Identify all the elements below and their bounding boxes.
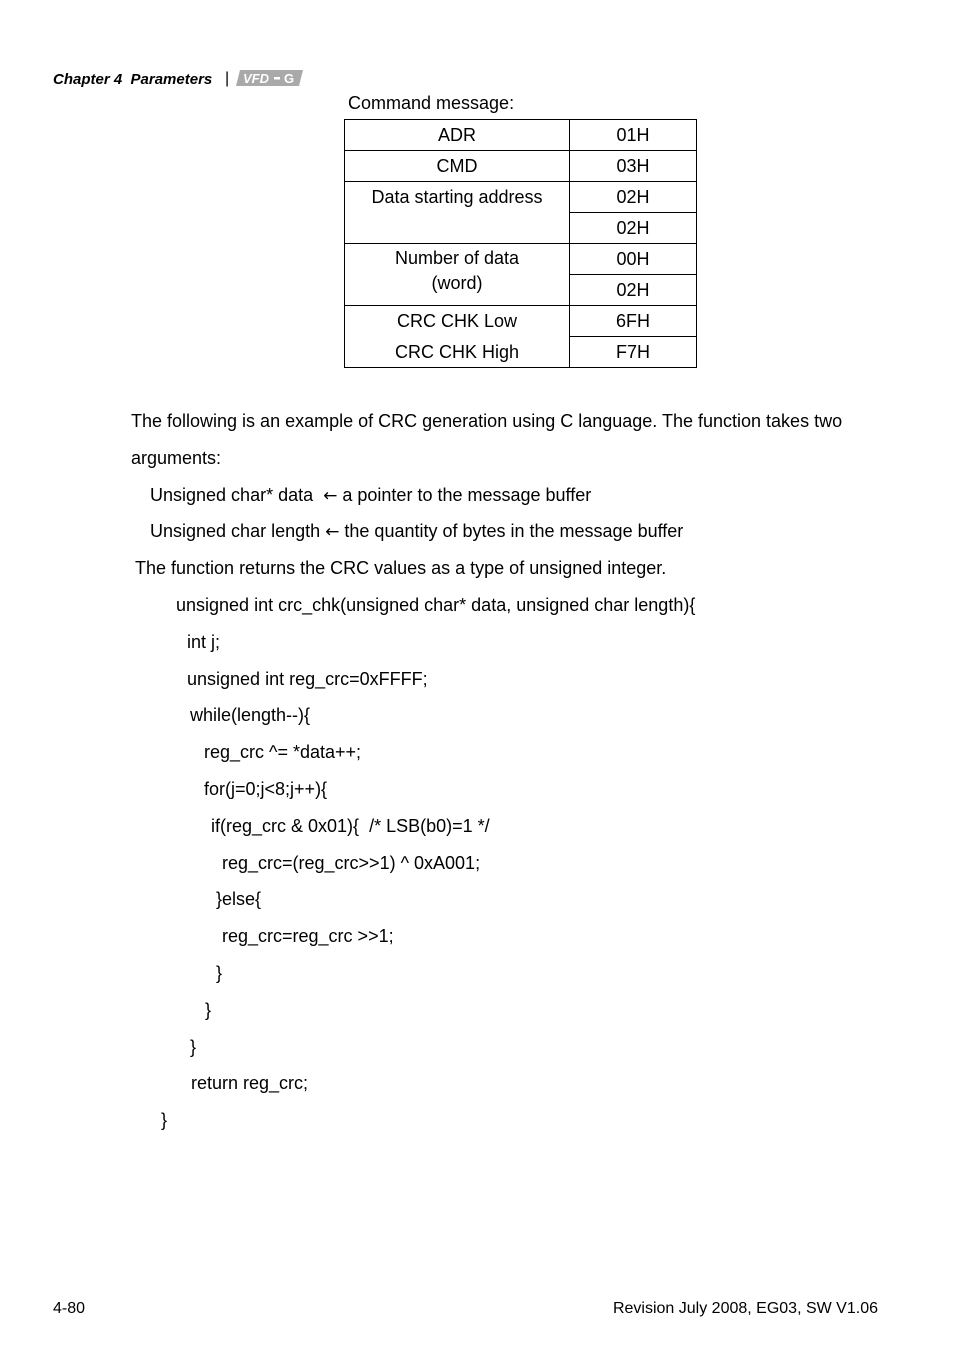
number-of-data-line1: Number of data [394,248,520,268]
argument-length-desc: the quantity of bytes in the message buffer [344,521,684,541]
table-row [345,306,697,337]
chapter-header: Chapter 4 Parameters [53,71,213,88]
code-line: } [216,963,223,983]
argument-length-name: Unsigned char length [150,521,321,541]
left-arrow-icon: ← [323,486,338,506]
row-label-adr: ADR [345,120,570,151]
row-value-adr: 01H [570,120,697,151]
argument-data [150,485,591,506]
argument-data-name: Unsigned char* data [150,485,314,505]
code-line: } [161,1110,168,1130]
left-arrow-icon: ← [325,522,340,542]
code-line: reg_crc=(reg_crc>>1) ^ 0xA001; [222,853,481,873]
row-value-data-address-lo: 02H [570,213,697,244]
svg-text:VFD: VFD [243,71,269,86]
code-line: for(j=0;j<8;j++){ [204,779,328,799]
row-label-crc-low: CRC CHK Low [345,306,570,337]
row-value-data-address-hi: 02H [570,182,697,213]
command-message-table [344,119,697,368]
code-line: } [190,1037,197,1057]
code-line: }else{ [216,889,262,909]
code-line: if(reg_crc & 0x01){ /* LSB(b0)=1 */ [211,816,490,836]
table-row [345,337,697,368]
row-value-crc-low: 6FH [570,306,697,337]
code-line: while(length--){ [190,705,311,725]
number-of-data-line2: (word) [431,273,483,293]
row-value-crc-high: F7H [570,337,697,368]
svg-text:G: G [284,71,295,86]
row-value-number-of-data-hi: 00H [570,244,697,275]
code-line: reg_crc ^= *data++; [204,742,362,762]
intro-text-line2: arguments: [131,448,222,468]
code-line: int j; [187,632,221,652]
code-line: unsigned int crc_chk(unsigned char* data, unsigned char length){ [176,595,696,615]
row-value-cmd: 03H [570,151,697,182]
command-message-caption: Command message: [348,93,515,113]
revision-info: Revision July 2008, EG03, SW V1.06 [612,1300,878,1317]
row-label-cmd: CMD [345,151,570,182]
row-label-crc-high: CRC CHK High [345,337,570,368]
vfd-g-logo [236,70,303,86]
table-row [345,182,697,213]
page-number: 4-80 [53,1300,86,1317]
header-separator: | [225,70,230,87]
row-label-data-address: Data starting address [345,182,570,244]
table-row [345,244,697,275]
row-label-number-of-data [345,244,570,306]
table-row [345,151,697,182]
argument-data-desc: a pointer to the message buffer [342,485,592,505]
table-row [345,120,697,151]
code-line: unsigned int reg_crc=0xFFFF; [187,669,428,689]
row-value-number-of-data-lo: 02H [570,275,697,306]
code-line: } [205,1000,212,1020]
code-line: reg_crc=reg_crc >>1; [222,926,394,946]
argument-length [150,521,683,542]
code-line: return reg_crc; [191,1073,309,1093]
returns-text: The function returns the CRC values as a type of unsigned integer. [135,558,667,578]
intro-text-line1: The following is an example of CRC generation using C language. The function takes two [131,411,843,431]
